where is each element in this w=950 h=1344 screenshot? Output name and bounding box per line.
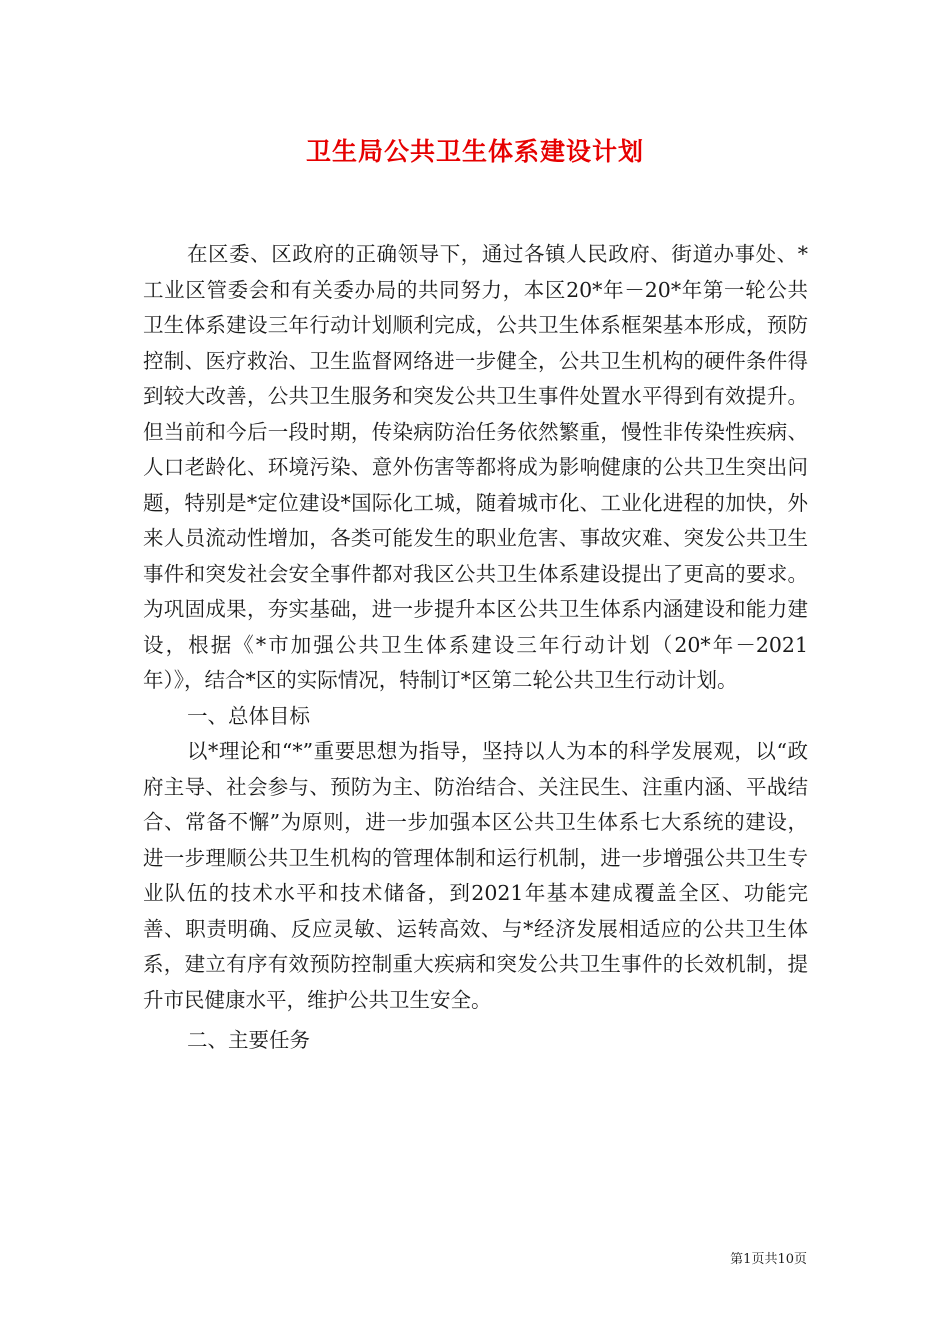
section-heading-overall-goal: 一、总体目标	[187, 703, 310, 728]
intro-paragraph: 在区委、区政府的正确领导下，通过各镇人民政府、街道办事处、*工业区管委会和有关委办局的共同努力，本区20*年－20*年第一轮公共卫生体系建设三年行动计划顺利完成，公共卫生体系框架基本形成，预防控制、医疗救治、卫生监督网络进一步健全，公共卫生机构的硬件条件得到较大改善，公共卫生服务和突发公共卫生事件处置水平得到有效提升。但当前和今后一段时期，传染病防治任务依然繁重，慢性非传染性疾病、人口老龄化、环境污染、意外伤害等都将成为影响健康的公共卫生突出问题，特别是*定位建设*国际化工城，随着城市化、工业化进程的加快，外来人员流动性增加，各类可能发生的职业危害、事故灾难、突发公共卫生事件和突发社会安全事件都对我区公共卫生体系建设提出了更高的要求。为巩固成果，夯实基础，进一步提升本区公共卫生体系内涵建设和能力建设，根据《*市加强公共卫生体系建设三年行动计划（20*年－2021年）》，结合*区的实际情况，特制订*区第二轮公共卫生行动计划。	[143, 242, 808, 692]
page-number-footer: 第1页共10页	[730, 1252, 807, 1267]
section-heading-main-tasks: 二、主要任务	[187, 1028, 310, 1052]
document-title: 卫生局公共卫生体系建设计划	[305, 137, 644, 166]
overall-goal-paragraph: 以*理论和“*”重要思想为指导，坚持以人为本的科学发展观，以“政府主导、社会参与、预防为主、防治结合、关注民生、注重内涵、平战结合、常备不懈”为原则，进一步加强本区公共卫生体系七大系统的建设，进一步理顺公共卫生机构的管理体制和运行机制，进一步增强公共卫生专业队伍的技术水平和技术储备，到2021年基本建成覆盖全区、功能完善、职责明确、反应灵敏、运转高效、与*经济发展相适应的公共卫生体系，建立有序有效预防控制重大疾病和突发公共卫生事件的长效机制，提升市民健康水平，维护公共卫生安全。	[143, 739, 808, 1012]
document-body	[143, 237, 808, 1059]
